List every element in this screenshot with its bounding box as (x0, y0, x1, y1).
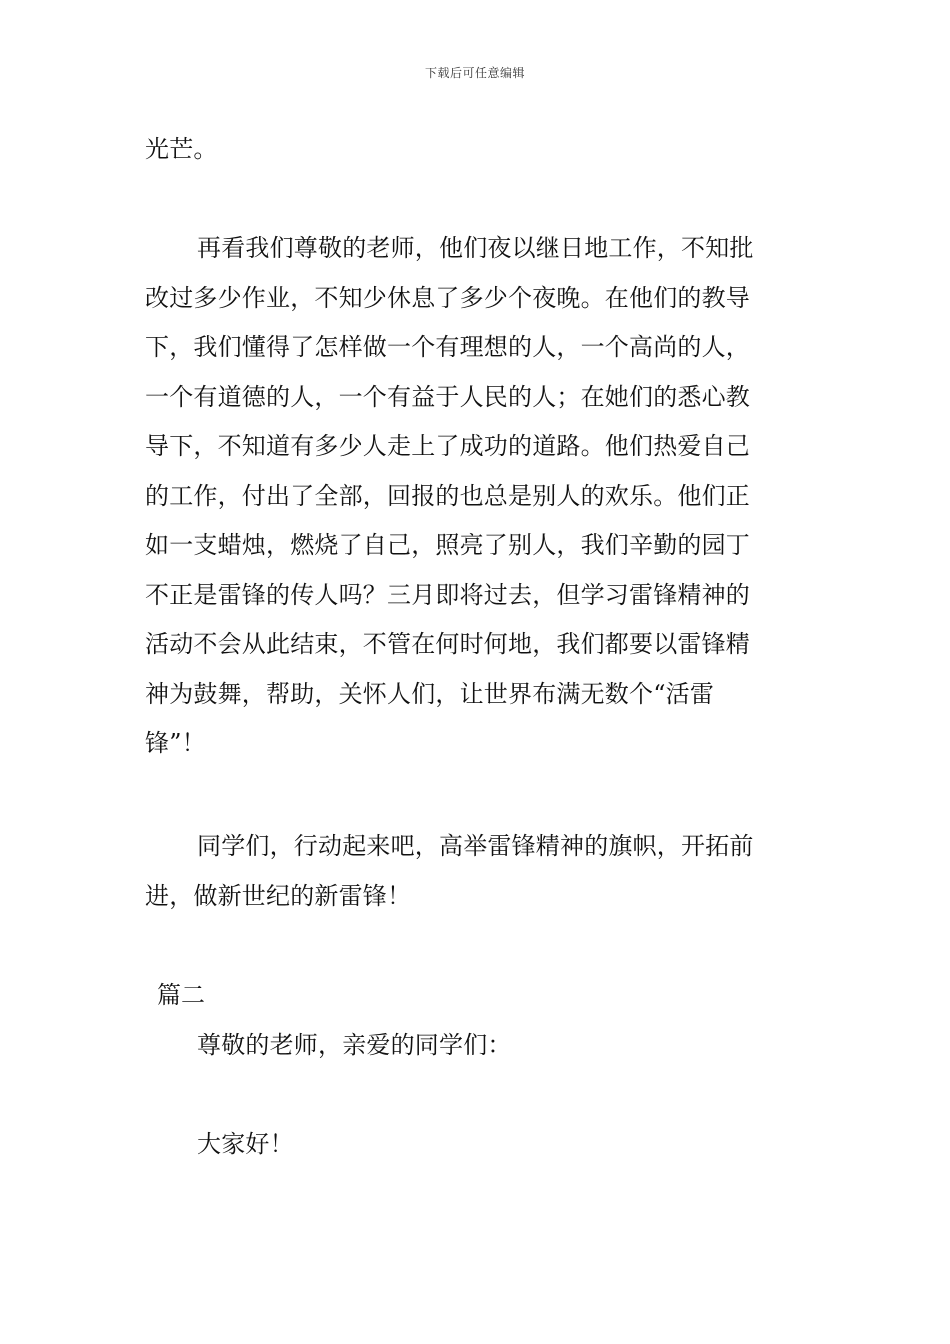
text-line: 神为鼓舞，帮助，关怀人们，让世界布满无数个“活雷 (145, 679, 715, 708)
paragraph-teachers (145, 224, 807, 769)
page-header: 下载后可任意编辑 (424, 66, 525, 80)
text-line: 同学们，行动起来吧，高举雷锋精神的旗帜，开拓前 (197, 832, 754, 860)
text-line: 再看我们尊敬的老师，他们夜以继日地工作，不知批 (197, 234, 754, 262)
paragraph-continuation (145, 125, 807, 175)
text-line: 如一支蜡烛，燃烧了自己，照亮了别人，我们辛勤的园丁 (145, 531, 750, 559)
greeting-line (145, 1021, 807, 1071)
text-line: 进，做新世纪的新雷锋！ (145, 881, 412, 910)
text-line: 导下，不知道有多少人走上了成功的道路。他们热爱自己 (145, 432, 750, 460)
text-line: 不正是雷锋的传人吗？三月即将过去，但学习雷锋精神的 (145, 580, 750, 609)
text-line: 锋”！ (145, 729, 206, 757)
paragraph-call-to-action (145, 822, 807, 921)
text-line: 尊敬的老师，亲爱的同学们： (197, 1031, 512, 1059)
text-line: 下，我们懂得了怎样做一个有理想的人，一个高尚的人， (145, 333, 750, 361)
text-line: 改过多少作业，不知少休息了多少个夜晚。在他们的教导 (145, 283, 750, 312)
text-line: 的工作，付出了全部，回报的也总是别人的欢乐。他们正 (145, 481, 750, 510)
text-line: 大家好！ (197, 1130, 294, 1158)
section-heading: 篇二 (157, 981, 205, 1009)
salutation-line (145, 1120, 807, 1170)
text-line: 活动不会从此结束，不管在何时何地，我们都要以雷锋精 (145, 630, 750, 658)
text-line: 光芒。 (145, 135, 218, 163)
text-line: 一个有道德的人，一个有益于人民的人；在她们的悉心教 (145, 382, 750, 411)
